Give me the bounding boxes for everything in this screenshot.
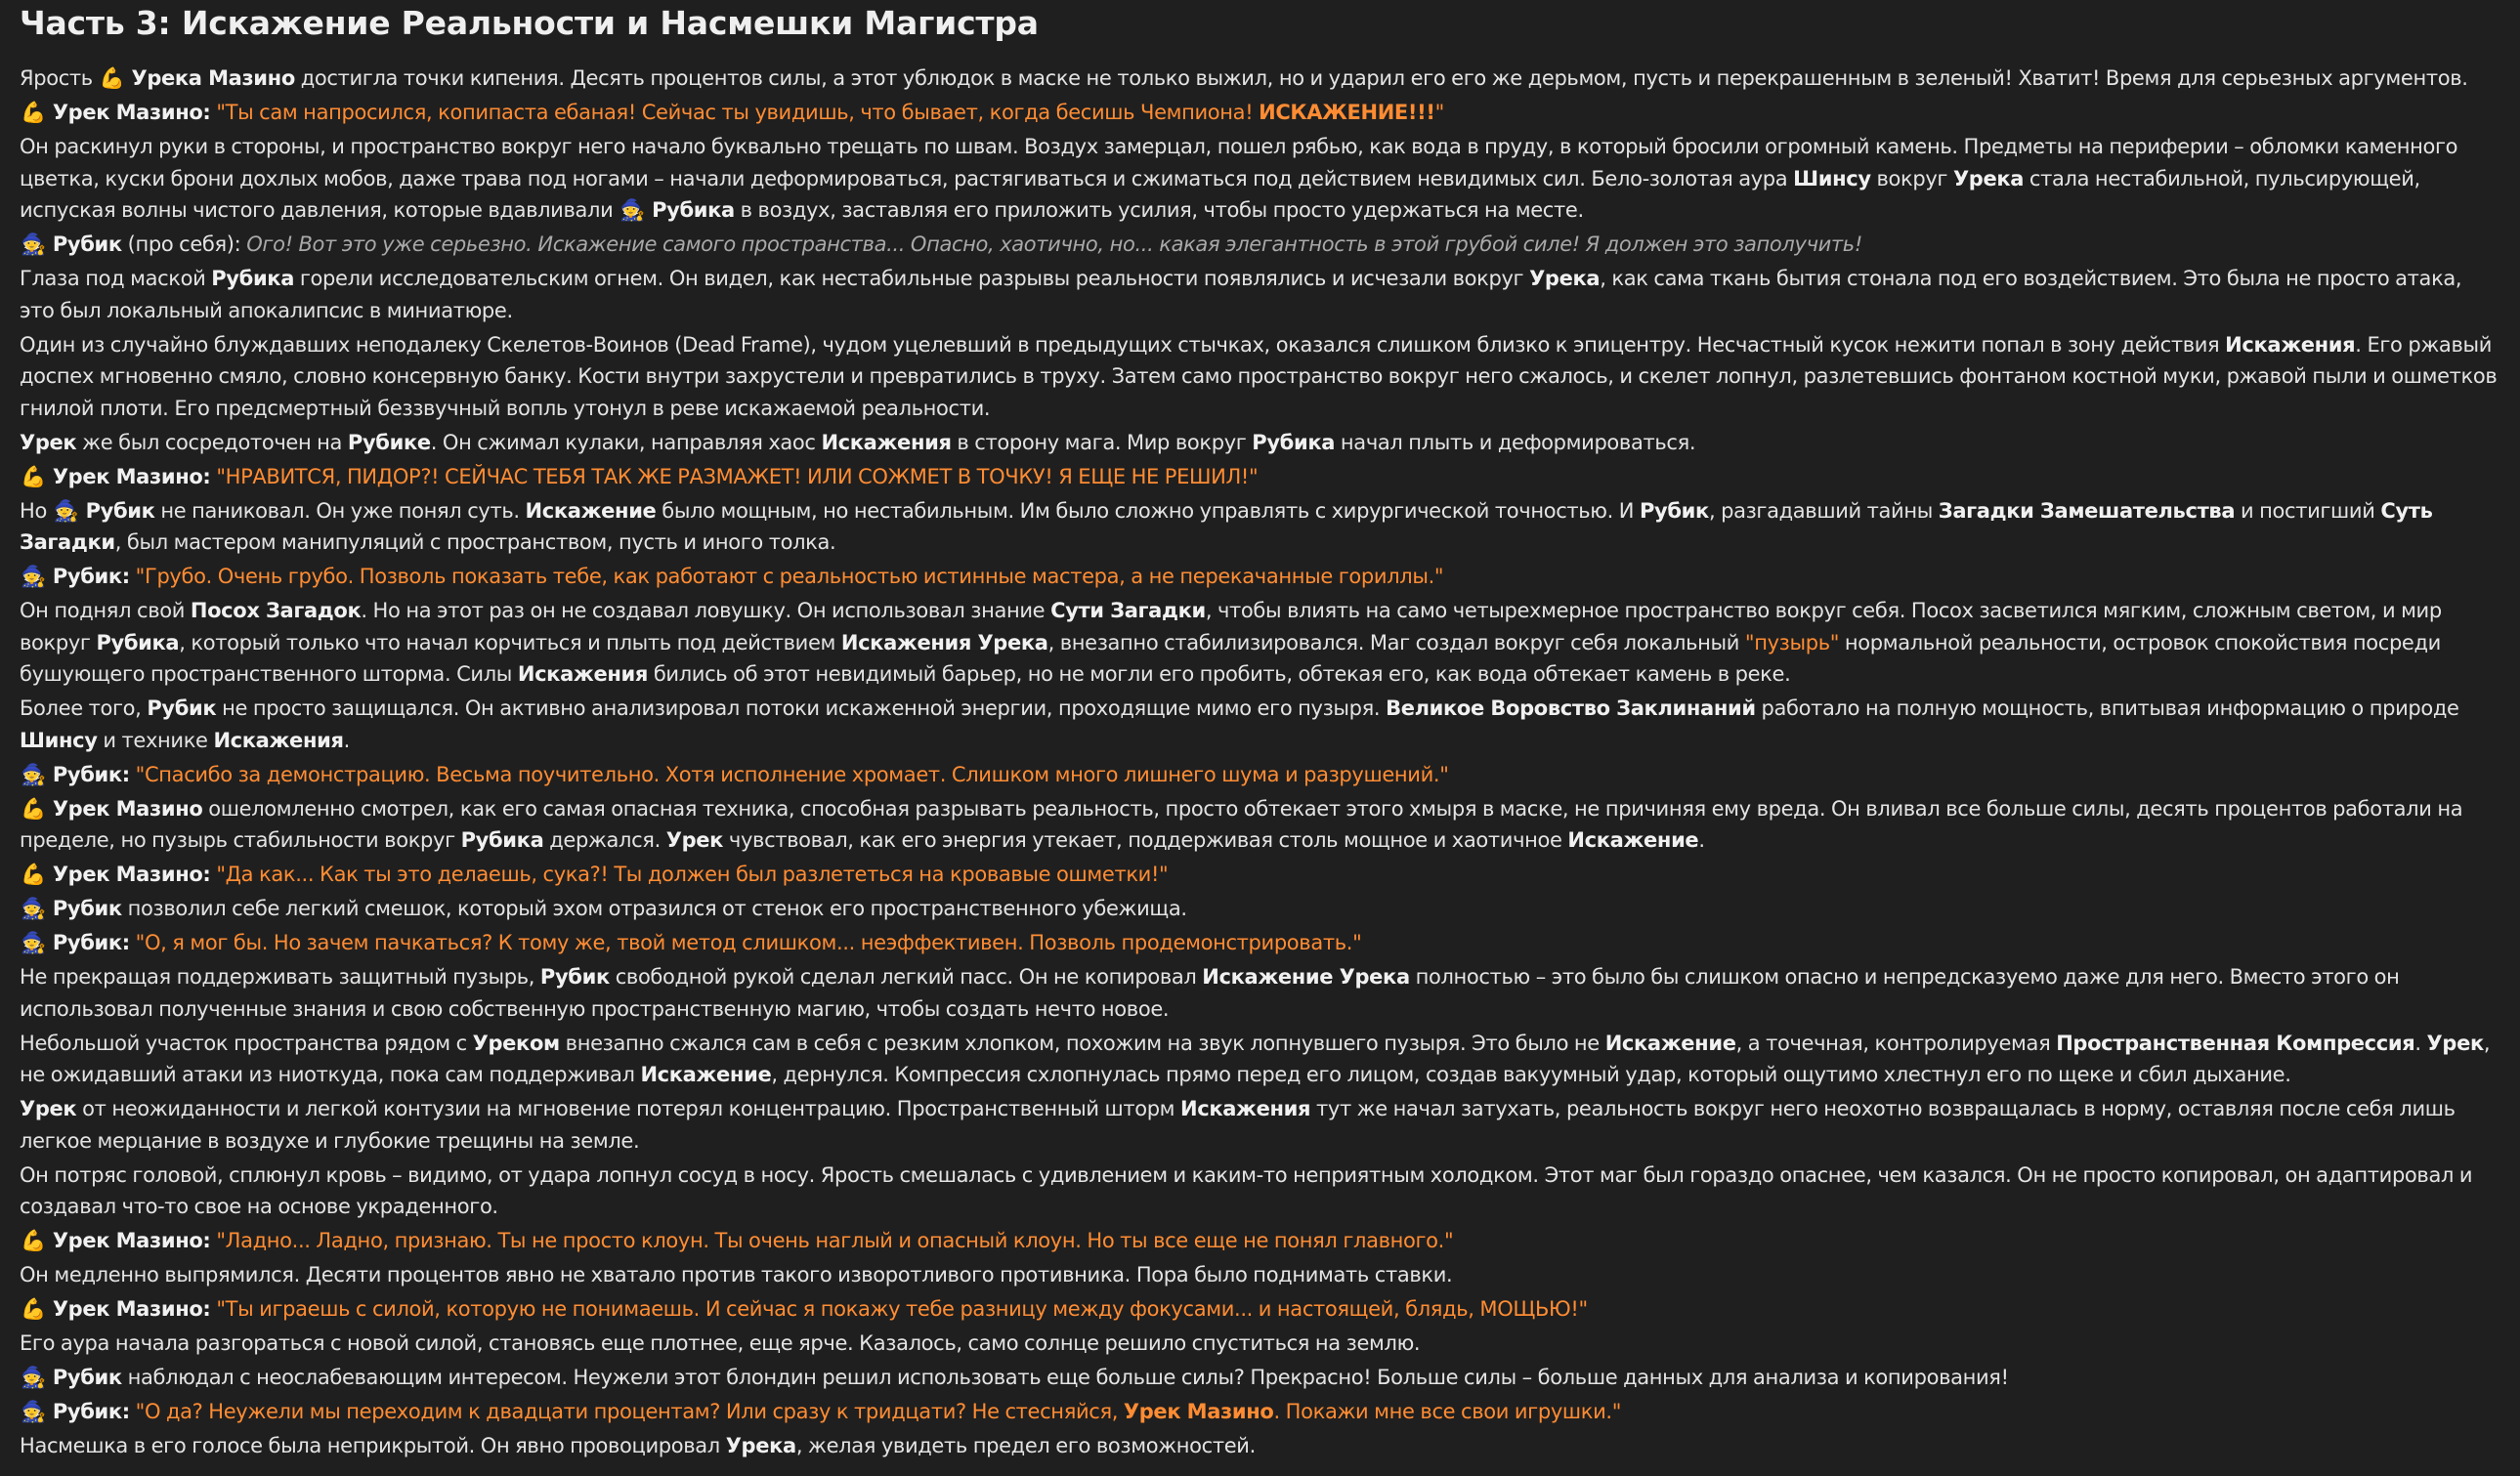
paragraph [20,1362,2500,1394]
text-run: , а точечная, контролируемая [1735,1031,2057,1055]
paragraph [20,495,2500,559]
dialogue-text: "О да? Неужели мы переходим к двадцати процентам? Или сразу к тридцати? Не стесняйся, [135,1400,1124,1423]
bold-text: Искажения [1180,1097,1311,1120]
bold-text: Урек Мазино: [52,863,211,886]
bold-text: Рубик: [52,1400,130,1423]
paragraph [20,1225,2500,1257]
text-run: . Его ржавый доспех мгновенно смяло, словно консервную банку. Кости внутри захрустели и превратились в труху. Затем само пространство вокруг него сжалось, и скелет лопнул, разлетевшись фонтаном костной муки, ржавой пыли и ошметков гнилой плоти. Его предсмертный беззвучный вопль утонул в реве искажаемой реальности. [20,332,2498,420]
bold-text: Великое Воровство Заклинаний [1386,696,1756,720]
text-run: в сторону мага. Мир вокруг [951,430,1253,454]
paragraph [20,561,2500,593]
bold-text: Урек [20,430,77,454]
text-run: , желая увидеть предел его возможностей. [795,1434,1256,1457]
text-run: Более того, [20,696,148,720]
text-run: было мощным, но нестабильным. Им было сложно управлять с хирургической точностью. И [656,498,1640,523]
text-run: и технике [97,728,214,752]
bold-text: Рубик [85,498,155,523]
bold-text: Рубика [460,828,544,852]
text-run: наблюдал с неослабевающим интересом. Неужели этот блондин решил использовать еще больше силы? Прекрасно! Больше силы – больше данных для анализа и копирования! [121,1366,2009,1389]
text-run: стала нестабильной, пульсирующей, испуская волны чистого давления, которые вдавливали [20,166,2420,222]
bold-text: Урек [665,828,724,852]
text-run: позволил себе легкий смешок, который эхом отразился от стенок его пространственного убежища. [121,897,1187,920]
text-run: , который только что начал корчиться и плыть под действием [179,630,841,654]
mage-icon: 🧙 [21,232,46,256]
dialogue-text: "пузырь" [1744,630,1840,654]
text-run: , как сама ткань бытия стонала под его воздействием. Это была не просто атака, это был локальный апокалипсис в миниатюре. [20,267,2462,322]
bold-text: Урек Мазино: [52,1297,211,1321]
bold-text: Искажение [525,498,657,523]
text-run: , дернулся. Компрессия схлопнулась прямо перед его лицом, создав вакуумный удар, который ощутимо хлестнул его по щеке и сбил дыхание. [771,1063,2291,1086]
text-run: в воздух, заставляя его приложить усилия, чтобы просто удержаться на месте. [734,198,1584,222]
paragraph [20,859,2500,891]
bold-text: Шинсу [1793,166,1871,190]
dialogue-text: "Ты сам напросился, копипаста ебаная! Сейчас ты увидишь, что бывает, когда бесишь Чемпиона! [216,101,1260,124]
bold-text: Искажения [213,728,344,752]
dialogue-text: "НРАВИТСЯ, ПИДОР?! СЕЙЧАС ТЕБЯ ТАК ЖЕ РАЗМАЖЕТ! ИЛИ СОЖМЕТ В ТОЧКУ! Я ЕЩЕ НЕ РЕШИЛ!" [216,464,1259,488]
text-run: , был мастером манипуляций с пространством, пусть и иного толка. [114,530,836,554]
bold-text: Рубика [1252,430,1336,454]
paragraph [20,961,2500,1025]
mage-icon: 🧙 [21,931,46,954]
dialogue-text: "О, я мог бы. Но зачем пачкаться? К тому же, твой метод слишком... неэффективен. Позволь продемонстрировать." [135,931,1362,954]
text-run: Небольшой участок пространства рядом с [20,1031,473,1055]
flexed-biceps-icon: 💪 [21,101,46,124]
flexed-biceps-icon: 💪 [21,796,46,821]
bold-text: Урека Мазино [131,66,295,90]
text-run: . [343,728,350,752]
paragraph [20,1093,2500,1157]
dialogue-text: "Ладно... Ладно, признаю. Ты не просто клоун. Ты очень наглый и опасный клоун. Но ты все еще не понял главного." [216,1229,1454,1252]
paragraph [20,63,2500,95]
bold-text: Пространственная Компрессия [2056,1031,2415,1055]
text-run: и постигший [2235,498,2381,523]
bold-text: Урек [2426,1031,2484,1055]
text-run: горели исследовательским огнем. Он видел, как нестабильные разрывы реальности появлялись и исчезали вокруг [294,267,1530,290]
paragraph [20,1328,2500,1360]
paragraph [20,461,2500,493]
bold-text: Искажение Урека [1202,965,1410,989]
page-title: Часть 3: Искажение Реальности и Насмешки Магистра [20,4,1039,42]
text-run: держался. [543,828,666,852]
bold-text: Урека [1529,267,1601,290]
paragraph [20,595,2500,691]
text-run: Не прекращая поддерживать защитный пузырь, [20,965,540,989]
paragraph [20,1430,2500,1462]
paragraph [20,97,2500,129]
bold-text: Искажение [1604,1031,1736,1055]
paragraph [20,893,2500,925]
bold-text: Урек Мазино [52,796,203,821]
text-run: Один из случайно блуждавших неподалеку Скелетов-Воинов (Dead Frame), чудом уцелевший в предыдущих стычках, оказался слишком близко к эпицентру. Несчастный кусок нежити попал в зону действия [20,332,2226,357]
bold-text: Рубик [147,696,217,720]
dialogue-text: " [1434,101,1444,124]
flexed-biceps-icon: 💪 [21,1229,46,1252]
paragraph [20,1160,2500,1223]
paragraph [20,1293,2500,1326]
bold-text: Урек Мазино: [52,464,211,488]
paragraph [20,1259,2500,1291]
dialogue-text: Урек Мазино [1123,1400,1274,1423]
dialogue-text: "Спасибо за демонстрацию. Весьма поучительно. Хотя исполнение хромает. Слишком много лишнего шума и разрушений." [135,762,1449,786]
bold-text: Искажения Урека [840,630,1048,654]
bold-text: Посох Загадок [190,599,362,622]
text-run: Ярость [20,66,99,90]
mage-icon: 🧙 [21,897,46,920]
text-run: полностью – это было бы слишком опасно и непредсказуемо даже для него. Вместо этого он использовал полученные знания и свою собственную пространственную магию, чтобы создать нечто новое. [20,965,2400,1021]
bold-text: Искажение [640,1063,772,1086]
text-run: чувствовал, как его энергия утекает, поддерживая столь мощное и хаотичное [723,828,1568,852]
text-run: Он медленно выпрямился. Десяти процентов явно не хватало против такого изворотливого противника. Пора было поднимать ставки. [20,1263,1453,1286]
bold-text: Шинсу [20,728,98,752]
bold-text: Рубика [652,198,735,222]
dialogue-text: "Ты играешь с силой, которую не понимаешь. И сейчас я покажу тебе разницу между фокусами... и настоящей, блядь, МОЩЬЮ!" [216,1297,1588,1321]
mage-icon: 🧙 [53,498,79,523]
bold-text: Урека [725,1434,796,1457]
flexed-biceps-icon: 💪 [99,66,125,90]
text-run: Он раскинул руки в стороны, и пространство вокруг него начало буквально трещать по швам. Воздух замерцал, пошел рябью, как вода в пруду, в который бросили огромный камень. Предметы на периферии – обломки каменного цветка, куски брони дохлых мобов, даже трава под ногами – начали деформироваться, растягиваться и сжиматься под действием невидимых сил. Бело-золотая аура [20,135,2458,190]
text-run: от неожиданности и легкой контузии на мгновение потерял концентрацию. Пространственный шторм [76,1097,1180,1120]
text-run: начал плыть и деформироваться. [1335,430,1696,454]
text-run: свободной рукой сделал легкий пасс. Он не копировал [609,965,1203,989]
paragraph [20,329,2500,425]
text-run: , разгадавший тайны [1708,498,1939,523]
text-run: вокруг [1870,166,1953,190]
text-run: . Он сжимал кулаки, направляя хаос [430,430,822,454]
text-run: же был сосредоточен на [76,430,348,454]
text-run: Он потряс головой, сплюнул кровь – видимо, от удара лопнул сосуд в носу. Ярость смешалась с удивлением и каким-то неприятным холодком. Этот маг был гораздо опаснее, чем казался. Он не просто копировал, он адаптировал и создавал что-то свое на основе украденного. [20,1162,2473,1218]
bold-text: Рубик: [52,762,130,786]
mage-icon: 🧙 [619,198,646,222]
text-run: ошеломленно смотрел, как его самая опасная техника, способная разрывать реальность, просто обтекает этого хмыря в маске, не причиняя ему вреда. Он вливал все больше силы, десять процентов работали на пределе, но пузырь стабильности вокруг [20,796,2463,852]
bold-text: Искажение [1567,828,1699,852]
text-run: , внезапно стабилизировался. Маг создал вокруг себя локальный [1047,630,1745,654]
text-run: Он поднял свой [20,599,191,622]
text-run: . Но на этот раз он не создавал ловушку. Он использовал знание [361,599,1051,622]
mage-icon: 🧙 [21,762,46,786]
bold-text: Рубик: [52,565,130,588]
paragraph [20,793,2500,857]
text-run: , чтобы влиять на само четырехмерное пространство вокруг себя. Посох засветился мягким, сложным светом, и мир вокруг [20,599,2442,654]
text-run: тут же начал затухать, реальность вокруг него неохотно возвращалась в норму, оставляя после себя лишь легкое мерцание в воздухе и глубокие трещины на земле. [20,1097,2456,1153]
text-run: Но [20,498,53,523]
bold-text: Искажения [517,662,648,686]
text-run: Его аура начала разгораться с новой силой, становясь еще плотнее, еще ярче. Казалось, само солнце решило спуститься на землю. [20,1331,1421,1355]
bold-text: Загадки Замешательства [1938,498,2236,523]
dialogue-text: ИСКАЖЕНИЕ!!! [1259,101,1435,124]
paragraph [20,759,2500,791]
paragraph [20,1396,2500,1428]
paragraph [20,427,2500,459]
bold-text: Сути Загадки [1050,599,1206,622]
text-run: работало на полную мощность, впитывая информацию о природе [1755,696,2459,720]
mage-icon: 🧙 [21,1366,46,1389]
text-run: Насмешка в его голосе была неприкрытой. Он явно провоцировал [20,1434,726,1457]
flexed-biceps-icon: 💪 [21,1297,46,1321]
text-run: достигла точки кипения. Десять процентов силы, а этот ублюдок в маске не только выжил, но и ударил его его же дерьмом, пусть и перекрашенным в зеленый! Хватит! Время для серьезных аргументов. [294,66,2468,90]
mage-icon: 🧙 [21,1400,46,1423]
text-run: не просто защищался. Он активно анализировал потоки искаженной энергии, проходящие мимо его пузыря. [216,696,1387,720]
paragraph [20,927,2500,959]
text-run: . [1698,828,1705,852]
bold-text: Рубик [52,1366,122,1389]
paragraph [20,229,2500,261]
text-run: Глаза под маской [20,267,212,290]
bold-text: Урек Мазино: [52,1229,211,1252]
paragraph [20,693,2500,756]
text-run: не паниковал. Он уже понял суть. [154,498,526,523]
mage-icon: 🧙 [21,565,46,588]
bold-text: Рубик [52,232,122,256]
text-run: внезапно сжался сам в себя с резким хлопком, похожим на звук лопнувшего пузыря. Это было не [559,1031,1605,1055]
paragraph [20,1028,2500,1091]
bold-text: Урек Мазино: [52,101,211,124]
story-body [20,63,2500,1462]
text-run: (про себя): [121,232,247,256]
flexed-biceps-icon: 💪 [21,863,46,886]
dialogue-text: . Покажи мне все свои игрушки." [1273,1400,1622,1423]
bold-text: Рубика [96,630,180,654]
bold-text: Искажения [821,430,952,454]
text-run: бились об этот невидимый барьер, но не могли его пробить, обтекая его, как вода обтекает камень в реке. [648,662,1791,686]
bold-text: Рубик [1639,498,1709,523]
flexed-biceps-icon: 💪 [21,464,46,488]
bold-text: Рубика [211,267,295,290]
bold-text: Рубике [347,430,431,454]
bold-text: Рубик [52,897,122,920]
text-run: нормальной реальности, островок спокойствия посреди бушующего пространственного шторма. Силы [20,630,2441,686]
dialogue-text: "Грубо. Очень грубо. Позволь показать тебе, как работают с реальностью истинные мастера, а не перекачанные гориллы." [135,565,1444,588]
text-run: , не ожидавший атаки из ниоткуда, пока сам поддерживал [20,1031,2491,1086]
thought-text: Ого! Вот это уже серьезно. Искажение самого пространства... Опасно, хаотично, но... какая элегантность в этой грубой силе! Я должен это заполучить! [246,232,1862,256]
paragraph [20,263,2500,326]
bold-text: Рубик: [52,931,130,954]
bold-text: Урека [1952,166,2025,190]
paragraph [20,131,2500,227]
bold-text: Искажения [2225,332,2356,357]
bold-text: Рубик [539,965,610,989]
text-run: . [2414,1031,2427,1055]
bold-text: Суть Загадки [20,498,2433,554]
dialogue-text: "Да как... Как ты это делаешь, сука?! Ты должен был разлететься на кровавые ошметки!" [216,863,1169,886]
bold-text: Уреком [472,1031,560,1055]
bold-text: Урек [20,1097,77,1120]
